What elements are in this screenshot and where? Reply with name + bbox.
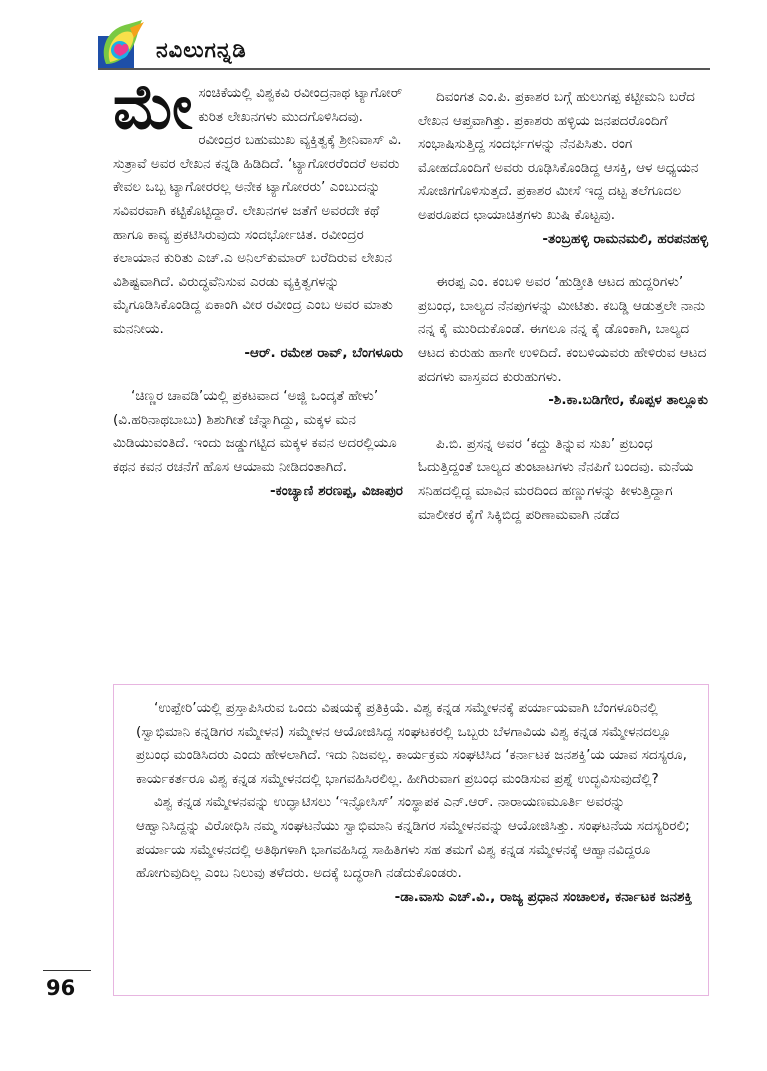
letter-kaddu-tinnuva: ಪಿ.ಬಿ. ಪ್ರಸನ್ನ ಅವರ ‘ಕದ್ದು ತಿನ್ನುವ ಸುಖ’ ಪ್ರಬಂಧ ಓದುತ್ತಿದ್ದಂತೆ ಬಾಲ್ಯದ ತುಂಟಾಟಗಳು ನೆನಪಿಗೆ ಬಂದವು. ಮನೆಯ ಸನಿಹದಲ್ಲಿದ್ದ ಮಾವಿನ ಮರದಿಂದ ಹಣ್ಣುಗಳನ್ನು ಕೀಳುತ್ತಿದ್ದಾಗ ಮಾಲೀಕರ ಕೈಗೆ ಸಿಕ್ಕಿಬಿದ್ದ ಪರಿಣಾಮವಾಗಿ ನಡೆದ xyxy=(418,435,694,523)
peacock-feather-logo-icon xyxy=(98,20,150,68)
magazine-title: ನವಿಲುಗನ್ನಡಿ xyxy=(156,38,247,62)
footer-divider xyxy=(43,970,91,971)
letter-huduthi: ಈರಪ್ಪ ಎಂ. ಕಂಬಳಿ ಅವರ ‘ಹುಡ್ತೀತಿ ಆಟದ ಹುದ್ದರಿಗಳು’ ಪ್ರಬಂಧ, ಬಾಲ್ಯದ ನೆನಪುಗಳನ್ನು ಮೀಟಿತು. ಕಬಡ್ಡಿ ಆಡುತ್ತಲೇ ನಾನು ನನ್ನ ಕೈ ಮುರಿದುಕೊಂಡೆ. ಈಗಲೂ ನನ್ನ ಕೈ ಡೊಂಕಾಗಿ, ಬಾಲ್ಯದ ಆಟದ ಕುರುಹು ಹಾಗೇ ಉಳಿದಿದೆ. ಕಂಬಳಿಯವರು ಹೇಳಿರುವ ಆಟದ ಪದಗಳು ವಾಸ್ತವದ ಕುರುಹುಗಳು. xyxy=(418,274,707,385)
box-signature: -ಡಾ.ವಾಸು ಎಚ್.ವಿ., ರಾಜ್ಯ ಪ್ರಧಾನ ಸಂಚಾಲಕ, ಕರ್ನಾಟಕ ಜನಶಕ್ತಿ xyxy=(394,888,692,905)
left-column xyxy=(113,70,403,503)
box-paragraph-2: ವಿಶ್ವ ಕನ್ನಡ ಸಮ್ಮೇಳನವನ್ನು ಉದ್ಘಾಟಿಸಲು ‘ಇನ್ಫೋಸಿಸ್’ ಸಂಸ್ಥಾಪಕ ಎನ್.ಆರ್. ನಾರಾಯಣಮೂರ್ತಿ ಅವರನ್ನು ಆಹ್ವಾನಿಸಿದ್ದನ್ನು ವಿರೋಧಿಸಿ ನಮ್ಮ ಸಂಘಟನೆಯು ಸ್ವಾಭಿಮಾನಿ ಕನ್ನಡಿಗರ ಸಮ್ಮೇಳನವನ್ನು ಆಯೋಜಿಸಿತ್ತು. ಸಂಘಟನೆಯ ಸದಸ್ಯರಿರಲಿ; ಪರ್ಯಾಯ ಸಮ್ಮೇಳನದಲ್ಲಿ ಅತಿಥಿಗಳಾಗಿ ಭಾಗವಹಿಸಿದ್ದ ಸಾಹಿತಿಗಳು ಸಹ ತಮಗೆ ವಿಶ್ವ ಕನ್ನಡ ಸಮ್ಮೇಳನಕ್ಕೆ ಆಹ್ವಾನವಿದ್ದರೂ ಹೋಗುವುದಿಲ್ಲ ಎಂಬ ನಿಲುವು ತಳೆದರು. ಅದಕ್ಕೆ ಬದ್ಧರಾಗಿ ನಡೆದುಕೊಂಡರು. xyxy=(136,794,690,882)
letter-chinnara-chavadi: ‘ಚಿಣ್ಣರ ಚಾವಡಿ’ಯಲ್ಲಿ ಪ್ರಕಟವಾದ ‘ಅಜ್ಜಿ ಒಂದ್ಕತೆ ಹೇಳು’ (ವಿ.ಹರಿನಾಥಬಾಬು) ಶಿಶುಗೀತೆ ಚೆನ್ನಾಗಿದ್ದು, ಮಕ್ಕಳ ಮನ ಮಿಡಿಯುವಂತಿದೆ. ಇಂದು ಜಡ್ಡುಗಟ್ಟಿದ ಮಕ್ಕಳ ಕವನ ಅದರಲ್ಲಿಯೂ ಕಥನ ಕವನ ರಚನೆಗೆ ಹೊಸ ಆಯಾಮ ನೀಡಿದಂತಾಗಿದೆ. xyxy=(113,388,397,475)
letter-tagore xyxy=(113,70,403,342)
letter-signature: -ತಂಬ್ರಹಳ್ಳಿ ರಾಮನಮಲಿ, ಹರಪನಹಳ್ಳಿ xyxy=(542,230,708,247)
letter-prakash: ದಿವಂಗತ ಎಂ.ಪಿ. ಪ್ರಕಾಶರ ಬಗ್ಗೆ ಹುಲುಗಪ್ಪ ಕಟ್ಟೀಮನಿ ಬರೆದ ಲೇಖನ ಆಪ್ತವಾಗಿತ್ತು. ಪ್ರಕಾಶರು ಹಳ್ಳಿಯ ಜನಪದರೊಂದಿಗೆ ಸಂಭಾಷಿಸುತ್ತಿದ್ದ ಸಂದರ್ಭಗಳನ್ನು ನೆನಪಿಸಿತು. ರಂಗ ಮೋಹದೊಂದಿಗೆ ಅವರು ರೂಢಿಸಿಕೊಂಡಿದ್ದ ಆಸಕ್ತಿ, ಆಳ ಅಧ್ಯಯನ ಸೋಜಿಗಗೊಳಿಸುತ್ತದೆ. ಪ್ರಕಾಶರ ಮೀಸೆ ಇದ್ದ ದಟ್ಟ ತಲೆಗೂದಲ ಅಪರೂಪದ ಛಾಯಾಚಿತ್ರಗಳು ಖುಷಿ ಕೊಟ್ಟವು. xyxy=(418,89,699,223)
page-header xyxy=(98,20,710,70)
letter-text: ಸಂಚಿಕೆಯಲ್ಲಿ ವಿಶ್ವಕವಿ ರವೀಂದ್ರನಾಥ ಟ್ಯಾಗೋರ್ ಕುರಿತ ಲೇಖನಗಳು ಮುದಗೊಳಿಸಿದವು. ರವೀಂದ್ರರ ಬಹುಮುಖ ವ್ಯಕ್ತಿತ್ವಕ್ಕೆ ಶ್ರೀನಿವಾಸ್ ವಿ. ಸುತ್ರಾವೆ ಅವರ ಲೇಖನ ಕನ್ನಡಿ ಹಿಡಿದಿದೆ. ‘ಟ್ಯಾಗೋರರೆಂದರೆ ಅವರು ಕೇವಲ ಒಬ್ಬ ಟ್ಯಾಗೋರರಲ್ಲ ಅನೇಕ ಟ್ಯಾಗೋರರು’ ಎಂಬುದನ್ನು ಸವಿವರವಾಗಿ ಕಟ್ಟಿಕೊಟ್ಟಿದ್ದಾರೆ. ಲೇಖನಗಳ ಜತೆಗೆ ಅವರದೇ ಕಥೆ ಹಾಗೂ ಕಾವ್ಯ ಪ್ರಕಟಿಸಿರುವುದು ಸಂದರ್ಭೋಚಿತ. ರವೀಂದ್ರರ ಕಲಾಯಾನ ಕುರಿತು ಎಚ್.ಎ ಅನಿಲ್‌ಕುಮಾರ್ ಬರೆದಿರುವ ಲೇಖನ ವಿಶಿಷ್ಟವಾಗಿದೆ. ವಿರುದ್ಧವೆನಿಸುವ ಎರಡು ವ್ಯಕ್ತಿತ್ವಗಳನ್ನು ಮೈಗೂಡಿಸಿಕೊಂಡಿದ್ದ ಏಕಾಂಗಿ ವೀರ ರವೀಂದ್ರ ಎಂಬ ಅವರ ಮಾತು ಮನನೀಯ. xyxy=(113,85,403,337)
drop-cap: ಮೇ xyxy=(113,70,193,143)
boxed-letter xyxy=(113,684,709,996)
page-number: 96 xyxy=(46,976,76,1000)
box-paragraph-1: ‘ಉಪ್ಪೇರಿ’ಯಲ್ಲಿ ಪ್ರಸ್ತಾಪಿಸಿರುವ ಒಂದು ವಿಷಯಕ್ಕೆ ಪ್ರತಿಕ್ರಿಯೆ. ವಿಶ್ವ ಕನ್ನಡ ಸಮ್ಮೇಳನಕ್ಕೆ ಪರ್ಯಾಯವಾಗಿ ಬೆಂಗಳೂರಿನಲ್ಲಿ (ಸ್ವಾಭಿಮಾನಿ ಕನ್ನಡಿಗರ ಸಮ್ಮೇಳನ) ಸಮ್ಮೇಳನ ಆಯೋಜಿಸಿದ್ದ ಸಂಘಟಕರಲ್ಲಿ ಒಬ್ಬರು ಬೆಳಗಾವಿಯ ವಿಶ್ವ ಕನ್ನಡ ಸಮ್ಮೇಳನದಲ್ಲೂ ಪ್ರಬಂಧ ಮಂಡಿಸಿದರು ಎಂದು ಹೇಳಲಾಗಿದೆ. ಇದು ನಿಜವಲ್ಲ. ಕಾರ್ಯಕ್ರಮ ಸಂಘಟಿಸಿದ ‘ಕರ್ನಾಟಕ ಜನಶಕ್ತಿ’ಯ ಯಾವ ಸದಸ್ಯರೂ, ಕಾರ್ಯಕರ್ತರೂ ವಿಶ್ವ ಕನ್ನಡ ಸಮ್ಮೇಳನದಲ್ಲಿ ಭಾಗವಹಿಸಿರಲಿಲ್ಲ. ಹೀಗಿರುವಾಗ ಪ್ರಬಂಧ ಮಂಡಿಸುವ ಪ್ರಶ್ನೆ ಉದ್ಭವಿಸುವುದೆಲ್ಲಿ? xyxy=(136,700,687,787)
letter-signature: -ಕಂಚ್ಯಾಣಿ ಶರಣಪ್ಪ, ವಿಜಾಪುರ xyxy=(270,482,403,499)
right-column xyxy=(418,86,708,527)
letter-signature: -ಆರ್. ರಮೇಶ ರಾವ್, ಬೆಂಗಳೂರು xyxy=(244,344,403,361)
letter-signature: -ಶಿ.ಕಾ.ಬಡಿಗೇರ, ಕೊಪ್ಪಳ ತಾಲ್ಲೂಕು xyxy=(548,392,708,409)
